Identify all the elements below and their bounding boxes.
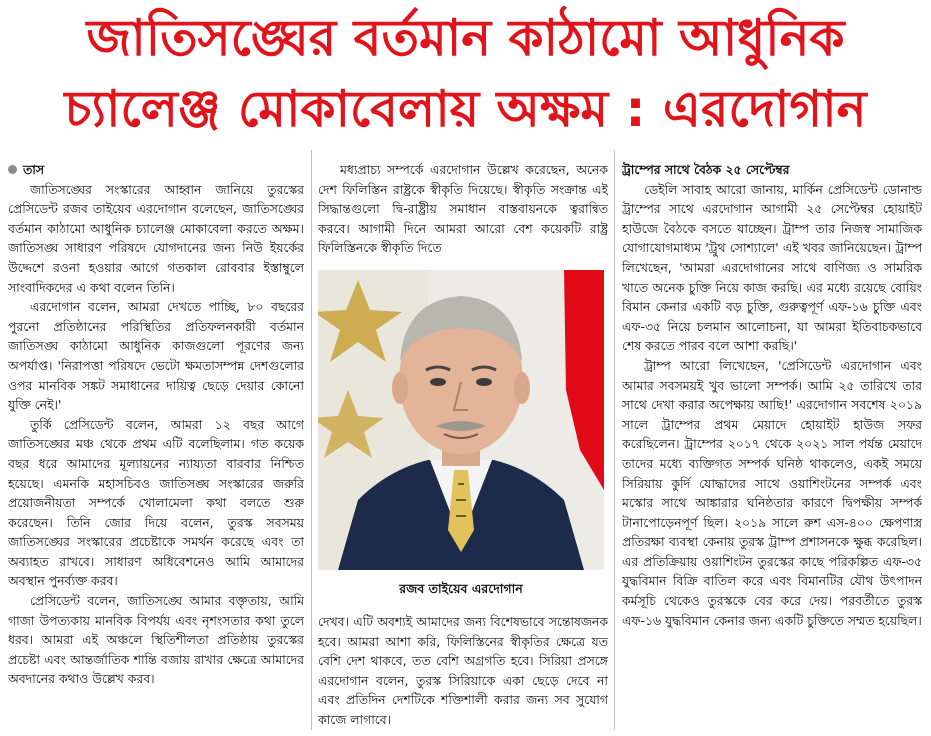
article-column-3 [622,160,922,730]
paragraph: মধ্যপ্রাচ্য সম্পর্কে এরদোগান উল্লেখ করেছেন, অনেক দেশ ফিলিস্তিন রাষ্ট্রকে স্বীকৃতি দিয়েছে। স্বীকৃতি সংক্রান্ত এই সিদ্ধান্তগুলো দ্বি-রাষ্ট্রীয় সমাধান বাস্তবায়নকে ত্বরান্বিত করবে। আগামী দিনে আমরা আরো বেশ কয়েকটি রাষ্ট্র ফিলিস্তিনকে স্বীকৃতি দিতে [318,162,608,256]
paragraph: ডেইলি সাবাহ আরো জানায়, মার্কিন প্রেসিডেন্ট ডোনাল্ড ট্রাম্পের সাথে এরদোগান আগামী ২৫ সেপ্টেম্বর হোয়াইট হাউজে বৈঠকে বসতে যাচ্ছেন। ট্রাম্প তার নিজস্ব সামাজিক যোগাযোগমাধ্যম 'ট্রুথ সোশ্যালে' এই খবর জানিয়েছেন। ট্রাম্প লিখেছেন, 'আমরা এরদোগানের সাথে বাণিজ্য ও সামরিক খাতে অনেক চুক্তি নিয়ে কাজ করছি। এর মধ্যে রয়েছে বোয়িং বিমান কেনার একটি বড় চুক্তি, গুরুত্বপূর্ণ এফ-১৬ চুক্তি এবং এফ-৩৫ নিয়ে চলমান আলোচনা, যা আমরা ইতিবাচকভাবে শেষ করতে পারব বলে আশা করছি।' [622,181,922,354]
article-column-2-bottom [318,612,608,730]
article-column-1 [8,160,304,730]
paragraph: জাতিসঙ্ঘের সংস্কারের আহ্বান জানিয়ে তুরস্কের প্রেসিডেন্ট রজব তাইয়েব এরদোগান বলেছেন, জাতিসঙ্ঘের বর্তমান কাঠামো আধুনিক চ্যালেঞ্জ মোকাবেলা করতে অক্ষম। জাতিসঙ্ঘ সাধারণ পরিষদে যোগদানের জন্য নিউ ইয়র্কের উদ্দেশে রওনা হওয়ার আগে গতকাল রোববার ইস্তাম্বুলে সাংবাদিকদের এ কথা বলেন তিনি। [8,181,304,295]
dateline-source: তাস [23,162,45,177]
portrait-photo [318,270,604,570]
paragraph: প্রেসিডেন্ট বলেন, জাতিসঙ্ঘে আমার বক্তৃতায়, আমি গাজা উপত্যকায় মানবিক বিপর্যয় এবং নৃশংসতার কথা তুলে ধরব। আমরা এই অঞ্চলে স্থিতিশীলতা প্রতিষ্ঠায় তুরস্কের প্রচেষ্টা এবং আন্তর্জাতিক শান্তি বজায় রাখার ক্ষেত্রে আমাদের অবদানের কথাও উল্লেখ করব। [8,593,304,687]
column-divider [614,150,615,730]
paragraph: এরদোগান বলেন, আমরা দেখতে পাচ্ছি, ৮০ বছরের পুরনো প্রতিষ্ঠানের পরিস্থিতির প্রতিফলনকারী বর্তমান জাতিসঙ্ঘ কাঠামো আধুনিক কাজগুলো পূরণের জন্য অপর্যাপ্ত। 'নিরাপত্তা পরিষদে ভেটো ক্ষমতাসম্পন্ন দেশগুলোর ওপর মানবিক সঙ্কট সমাধানের দায়িত্ব ছেড়ে দেয়ার কোনো যুক্তি নেই।' [8,299,304,413]
article-column-2-top [318,160,608,260]
paragraph: দেখব। এটি অবশ্যই আমাদের জন্য বিশেষভাবে সন্তোষজনক হবে। আমরা আশা করি, ফিলিস্তিনের স্বীকৃতির ক্ষেত্রে যত বেশি দেশ থাকবে, তত বেশি অগ্রগতি হবে। সিরিয়া প্রসঙ্গে এরদোগান বলেন, তুরস্ক সিরিয়াকে একা ছেড়ে দেবে না এবং প্রতিদিন দেশটিকে শক্তিশালী করার জন্য সব সুযোগ কাজে লাগাবে। [318,614,608,727]
headline-line-1: জাতিসঙ্ঘের বর্তমান কাঠামো আধুনিক [86,9,845,67]
subheading: ট্রাম্পের সাথে বৈঠক ২৫ সেপ্টেম্বর [622,162,790,177]
photo-caption: রজব তাইয়েব এরদোগান [399,581,523,596]
dateline [8,160,304,180]
paragraph: তুর্কি প্রেসিডেন্ট বলেন, আমরা ১২ বছর আগে জাতিসঙ্ঘের মঞ্চ থেকে প্রথম এটি বলেছিলাম। গত কয়েক বছর ধরে আমাদের মূল্যায়নের ন্যায্যতা বারবার নিশ্চিত হয়েছে। এমনকি মহাসচিবও জাতিসঙ্ঘ সংস্কারের জরুরি প্রয়োজনীয়তা সম্পর্কে খোলামেলা কথা বলতে শুরু করেছেন। তিনি জোর দিয়ে বলেন, তুরস্ক সবসময় জাতিসঙ্ঘের সংস্কারের প্রচেষ্টাকে সমর্থন করেছে এবং তা অব্যাহত রাখবে। সাধারণ অধিবেশনেও আমি আমাদের অবস্থান পুনর্ব্যক্ত করব। [8,416,304,589]
column-divider [311,150,312,730]
headline [0,8,931,140]
paragraph: ট্রাম্প আরো লিখেছেন, 'প্রেসিডেন্ট এরদোগান এবং আমার সবসময়ই খুব ভালো সম্পর্ক। আমি ২৫ তারিখে তার সাথে দেখা করার অপেক্ষায় আছি!' এরদোগান সবশেষ ২০১৯ সালে ট্রাম্পের প্রথম মেয়াদে হোয়াইট হাউজ সফর করেছিলেন। ট্রাম্পের ২০১৭ থেকে ২০২১ সাল পর্যন্ত মেয়াদে তাদের মধ্যে ব্যক্তিগত সম্পর্ক ঘনিষ্ঠ থাকলেও, একই সময়ে সিরিয়ায় কুর্দি যোদ্ধাদের সাথে ওয়াশিংটনের সম্পর্ক এবং মস্কোর সাথে আঙ্কারার ঘনিষ্ঠতার কারণে দ্বিপক্ষীয় সম্পর্ক টানাপোড়েনপূর্ণ ছিল। ২০১৯ সালে রুশ এস-৪০০ ক্ষেপণাস্ত্র প্রতিরক্ষা ব্যবস্থা কেনায় তুরস্ক ট্রাম্প প্রশাসনকে ক্ষুব্ধ করেছিল। এর প্রতিক্রিয়ায় ওয়াশিংটন তুরস্কের কাছে পরিকল্পিত এফ-৩৫ যুদ্ধবিমান বিক্রি বাতিল করে এবং বিমানটির যৌথ উৎপাদন কর্মসূচি থেকেও তুরস্ককে বের করে দেয়। পরবর্তীতে তুরস্ক এফ-১৬ যুদ্ধবিমান কেনার জন্য একটি চুক্তিতে সম্মত হয়েছিল। [622,357,922,628]
headline-line-2: চ্যালেঞ্জ মোকাবেলায় অক্ষম : এরদোগান [64,80,867,138]
bullet-icon [8,165,17,174]
